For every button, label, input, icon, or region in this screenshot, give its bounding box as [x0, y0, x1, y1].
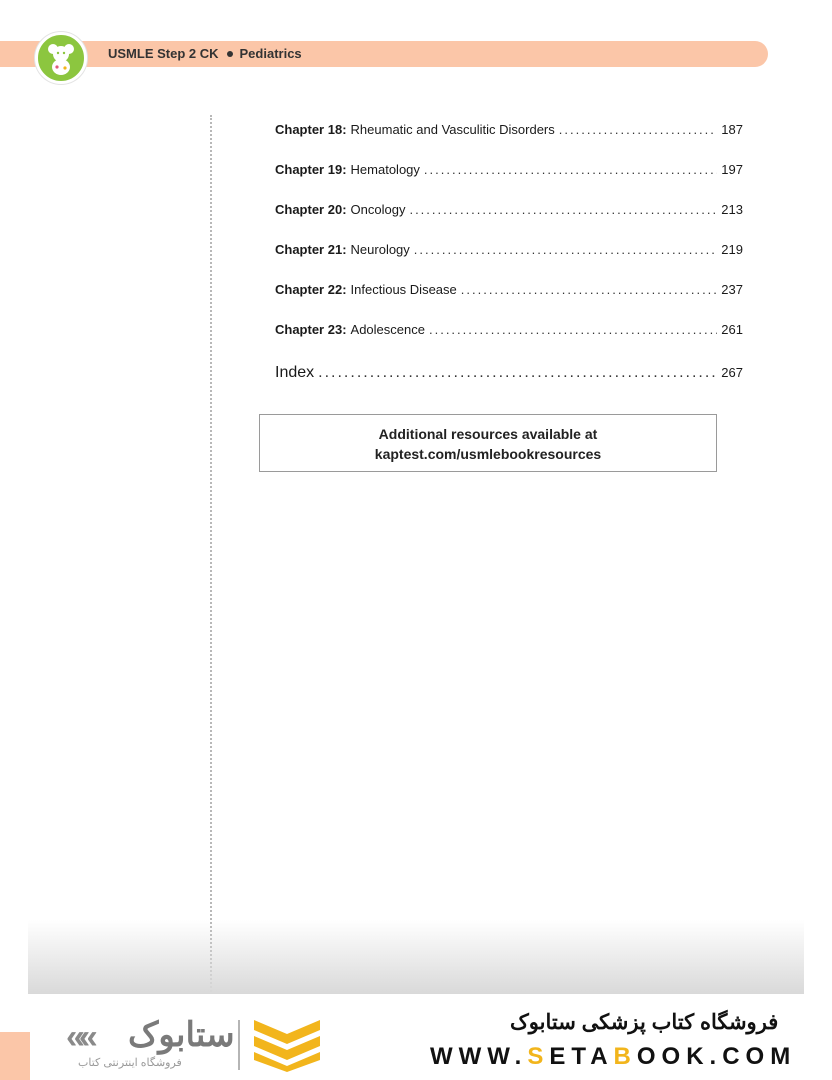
- resources-text: Additional resources available at: [378, 426, 598, 442]
- dot-leader: [409, 202, 717, 217]
- url-part: ETA: [549, 1043, 614, 1070]
- toc-entry[interactable]: [275, 122, 743, 162]
- url-part: WWW.: [430, 1043, 528, 1070]
- dotted-margin-rule: [210, 115, 212, 995]
- url-part: OOK.COM: [636, 1043, 797, 1070]
- page-number: 213: [721, 202, 743, 217]
- dot-leader: [461, 282, 718, 297]
- shop-url[interactable]: [430, 1043, 796, 1071]
- chevron-left-icon: ««: [66, 1018, 92, 1056]
- chapter-label: Chapter 21:: [275, 242, 347, 257]
- toc-entry[interactable]: [275, 322, 743, 362]
- dot-leader: [318, 364, 717, 382]
- chapter-title: Infectious Disease: [350, 282, 457, 297]
- brand-subtitle: فروشگاه اینترنتی کتاب: [78, 1057, 182, 1069]
- dot-leader: [429, 322, 717, 337]
- page-number: 261: [721, 322, 743, 337]
- toc-entry-index[interactable]: [275, 364, 743, 408]
- book-stack-icon: [250, 1016, 324, 1079]
- chapter-title: Neurology: [350, 242, 410, 257]
- bullet-separator: [227, 51, 233, 57]
- index-title: Index: [275, 364, 315, 381]
- toc-entry[interactable]: [275, 242, 743, 282]
- toc-entry[interactable]: [275, 162, 743, 202]
- brand-name: ستابوک: [128, 1016, 235, 1054]
- table-of-contents: [275, 122, 743, 408]
- page-number: 219: [721, 242, 743, 257]
- url-part-accent: B: [613, 1043, 637, 1070]
- resources-link[interactable]: kaptest.com/usmlebookresources: [374, 446, 602, 462]
- page-shadow: [28, 920, 804, 994]
- dot-leader: [414, 242, 718, 257]
- resources-callout: [259, 414, 717, 472]
- toc-entry[interactable]: [275, 282, 743, 322]
- chapter-label: Chapter 18:: [275, 122, 347, 137]
- chapter-title: Oncology: [350, 202, 406, 217]
- shop-title: فروشگاه کتاب پزشکی ستابوک: [510, 1011, 779, 1034]
- book-title: USMLE Step 2 CK: [108, 46, 219, 61]
- page-edge-tab: [0, 1032, 30, 1080]
- page-number: 197: [721, 162, 743, 177]
- teddy-bear-icon: [35, 32, 87, 84]
- chapter-title: Adolescence: [350, 322, 425, 337]
- chapter-label: Chapter 20:: [275, 202, 347, 217]
- chapter-label: Chapter 23:: [275, 322, 347, 337]
- chapter-label: Chapter 22:: [275, 282, 347, 297]
- toc-entry[interactable]: [275, 202, 743, 242]
- chapter-label: Chapter 19:: [275, 162, 347, 177]
- page-number: 237: [721, 282, 743, 297]
- running-header: [108, 46, 302, 61]
- divider: [238, 1020, 240, 1070]
- brand-logo: [60, 1012, 235, 1072]
- dot-leader: [559, 122, 718, 137]
- chapter-title: Rheumatic and Vasculitic Disorders: [350, 122, 555, 137]
- subject-title: Pediatrics: [239, 46, 302, 61]
- chapter-title: Hematology: [350, 162, 420, 177]
- page-number: 187: [721, 122, 743, 137]
- page-number: 267: [721, 365, 743, 380]
- url-part-accent: S: [527, 1043, 550, 1070]
- dot-leader: [424, 162, 717, 177]
